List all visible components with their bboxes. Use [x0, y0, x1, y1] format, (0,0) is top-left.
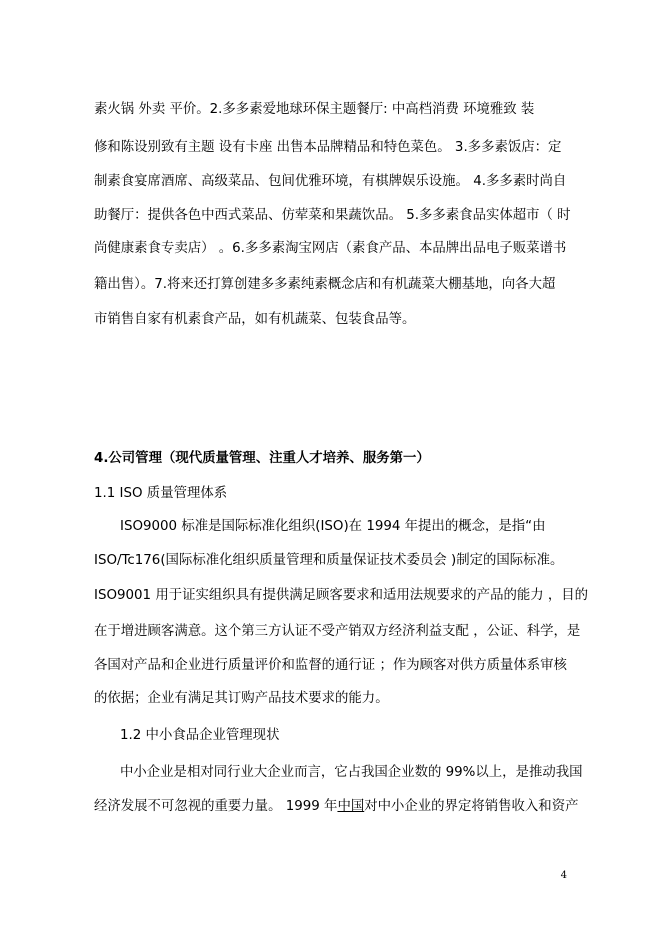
paragraph-3-line-2-start: 经济发展不可忽视的重要力量。 1999 年	[94, 799, 338, 814]
section-heading: 4.公司管理（现代质量管理、注重人才培养、服务第一）	[94, 451, 430, 466]
subsection-heading-1-1: 1.1 ISO 质量管理体系	[94, 486, 228, 501]
paragraph-2-line-4: 在于增进顾客满意。这个第三方认证不受产销双方经济利益支配 ，公证、科学，是	[94, 624, 581, 639]
paragraph-2-line-6: 的依据；企业有满足其订购产品技术要求的能力。	[94, 691, 389, 706]
paragraph-3-line-1: 中小企业是相对同行业大企业而言，它占我国企业数的 99%以上，是推动我国	[120, 765, 583, 780]
subsection-heading-1-2: 1.2 中小食品企业管理现状	[120, 728, 280, 743]
paragraph-1-line-4: 助餐厅：提供各色中西式菜品、仿荤菜和果蔬饮品。 5.多多素食品实体超市（ 时	[94, 208, 571, 223]
paragraph-2-line-2: ISO/Tc176(国际标准化组织质量管理和质量保证技术委员会 )制定的国际标准。	[94, 553, 564, 568]
paragraph-3-line-2-end: 对中小企业的界定将销售收入和资产	[364, 799, 579, 814]
paragraph-1-line-3: 制素食宴席酒席、高级菜品、包间优雅环境，有棋牌娱乐设施。 4.多多素时尚自	[94, 174, 567, 189]
paragraph-2-line-1: ISO9000 标准是国际标准化组织(ISO)在 1994 年提出的概念，是指“由	[120, 519, 546, 534]
paragraph-2-line-3: ISO9001 用于证实组织具有提供满足顾客要求和适用法规要求的产品的能力 ，目的	[94, 588, 589, 603]
page-number: 4	[560, 870, 567, 881]
paragraph-3-line-2	[94, 798, 578, 816]
paragraph-1-line-5: 尚健康素食专卖店） 。6.多多素淘宝网店（素食产品、本品牌出品电子贩菜谱书	[94, 241, 567, 256]
paragraph-1-line-7: 市销售自家有机素食产品，如有机蔬菜、包装食品等。	[94, 312, 416, 327]
paragraph-1-line-1: 素火锅 外卖 平价。2.多多素爱地球环保主题餐厅: 中高档消费 环境雅致 装	[94, 102, 535, 117]
underlined-link-text[interactable]: 中国	[337, 799, 365, 814]
paragraph-1-line-6: 籍出售）。7.将来还打算创建多多素纯素概念店和有机蔬菜大棚基地，向各大超	[94, 277, 556, 292]
paragraph-2-line-5: 各国对产品和企业进行质量评价和监督的通行证 ；作为顾客对供方质量体系审核	[94, 658, 567, 673]
paragraph-1-line-2: 修和陈设别致有主题 设有卡座 出售本品牌精品和特色菜色。 3.多多素饭店：定	[94, 140, 562, 155]
